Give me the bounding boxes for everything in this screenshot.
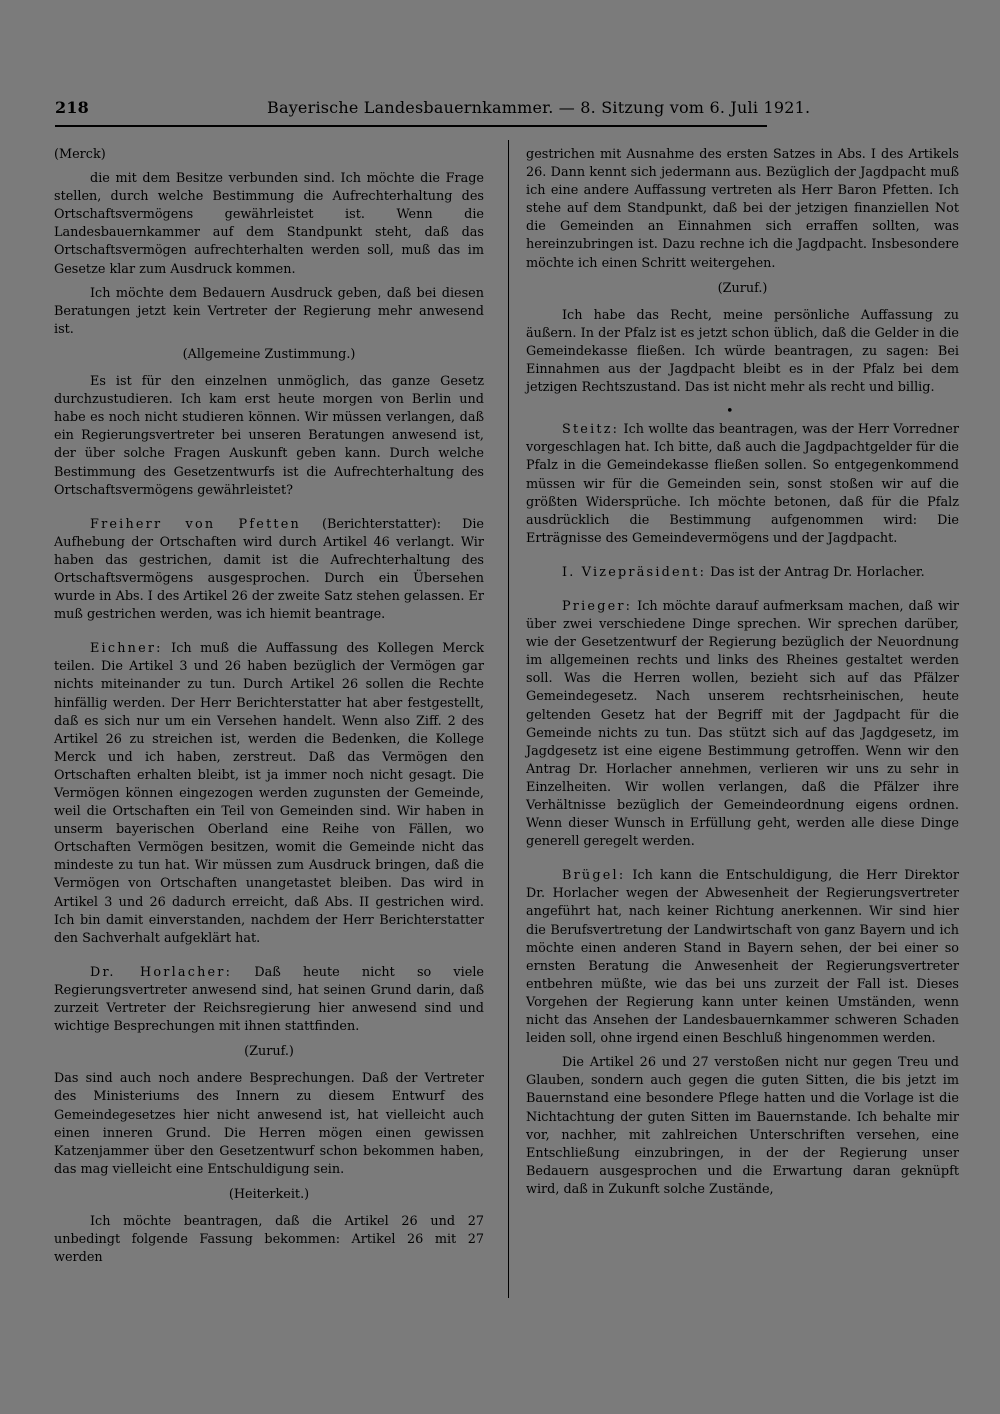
running-title: Bayerische Landesbauernkammer. — 8. Sitzung vom 6. Juli 1921. <box>267 98 811 117</box>
speech-text: Ich muß die Auffassung des Kollegen Merck teilen. Die Artikel 3 und 26 haben bezüglich der Vermögen gar nichts miteinander zu tun. Durch Artikel 26 sollen die Rechte hinfällig werden. Der Herr Berichterstatter hat aber festgestellt, daß es sich nur um ein Versehen handelt. Wenn also Ziff. 2 des Artikel 26 zu streichen ist, werden die Bedenken, die Kollege Merck und ich haben, zerstreut. Daß das Vermögen den Ortschaften erhalten bleibt, ist ja immer noch nicht gesagt. Die Vermögen können eingezogen werden zugunsten der Gemeinde, weil die Ortschaften ein Teil von Gemeinden sind. Wir haben in unserm bayerischen Oberland eine Reihe von Fällen, wo Ortschaften Vermögen besitzen, womit die Gemeinde nicht das mindeste zu tun hat. Wir müssen zum Ausdruck bringen, daß die Vermögen von Ortschaften unangetastet bleiben. Das wird in Artikel 3 und 26 dadurch erreicht, daß Abs. II gestrichen wird. Ich bin damit einverstanden, nachdem der Herr Berichterstatter den Sachverhalt aufgeklärt hat. <box>54 641 484 946</box>
stray-mark: • <box>726 404 734 420</box>
speech-text: (Berichterstatter): Die Aufhebung der Ortschaften wird durch Artikel 46 verlangt. Wir haben das gestrichen, damit ist die Aufrechterhaltung des Ortschaftsvermögens ausgesprochen. Durch ein Übersehen wurde in Abs. I des Artikel 26 der zweite Satz stehen gelassen. Er muß gestrichen werden, was ich hiemit beantrage. <box>54 516 484 623</box>
page-header <box>55 98 811 124</box>
speech-text: Das ist der Antrag Dr. Horlacher. <box>706 564 925 580</box>
page-number: 218 <box>55 98 89 117</box>
interjection: (Heiterkeit.) <box>228 1186 310 1202</box>
column-divider <box>508 140 509 1298</box>
header-rule <box>55 125 767 127</box>
speaker-name: Steitz: <box>562 422 620 438</box>
speech-paragraph <box>526 867 959 1048</box>
interjection: (Allgemeine Zustimmung.) <box>182 346 356 362</box>
paragraph: Ich möchte dem Bedauern Ausdruck geben, daß bei diesen Beratungen jetzt kein Vertreter der Regierung mehr anwesend ist. <box>54 285 484 337</box>
paragraph: Ich habe das Recht, meine persönliche Auffassung zu äußern. In der Pfalz ist es jetzt schon üblich, daß die Gelder in die Gemeindekasse fließen. Ich würde beantragen, zu sagen: Bei Einnahmen aus der Jagdpacht bleibt es in der Pfalz bei dem jetzigen Rechtszustand. Das ist nicht mehr als recht und billig. <box>526 307 959 396</box>
speaker-name: Dr. Horlacher: <box>90 964 233 980</box>
speech-text: Ich kann die Entschuldigung, die Herr Direktor Dr. Horlacher wegen der Abwesenheit der Regierungsvertreter angeführt hat, nach keiner Richtung anerkennen. Wir sind hier die Berufsvertretung der Landwirtschaft von ganz Bayern und ich möchte einen anderen Stand in Bayern sehen, der bei einer so ernsten Beratung die Anwesenheit der Regierungsvertreter entbehren müßte, wie das bei uns zurzeit der Fall ist. Dieses Vorgehen der Regierung kann unter keinen Umständen, wenn nicht das Ansehen der Landesbauernkammer schweren Schaden leiden soll, ohne irgend einen Beschluß hingenommen werden. <box>526 868 959 1047</box>
interjection: (Zuruf.) <box>244 1044 294 1060</box>
speaker-name: Brügel: <box>562 868 626 884</box>
left-column <box>54 146 484 1273</box>
speaker-name: I. Vizepräsident: <box>562 564 707 580</box>
paragraph: Es ist für den einzelnen unmöglich, das ganze Gesetz durchzustudieren. Ich kam erst heute morgen von Berlin und habe es noch nicht studieren können. Wir müssen verlangen, daß ein Regierungsvertreter bei unseren Beratungen anwesend ist, der über solche Fragen Auskunft geben kann. Durch welche Bestimmung des Gesetzentwurfs ist die Aufrechterhaltung des Ortschaftsvermögens gewährleistet? <box>54 374 484 498</box>
paragraph: Das sind auch noch andere Besprechungen. Daß der Vertreter des Ministeriums des Innern zu diesem Entwurf des Gemeindegesetzes hier nicht anwesend ist, hat vielleicht auch einen inneren Grund. Die Herren mögen einen gewissen Katzenjammer über den Gesetzentwurf schon bekommen haben, das mag vielleicht eine Entschuldigung sein. <box>54 1071 484 1177</box>
speaker-continuation-label: (Merck) <box>54 147 106 162</box>
speech-paragraph <box>526 564 959 582</box>
speaker-name: Eichner: <box>90 641 163 657</box>
right-column <box>526 146 959 1205</box>
speech-paragraph <box>54 516 484 625</box>
speech-text: Daß heute nicht so viele Regierungsvertreter anwesend sind, hat seinen Grund darin, daß zurzeit Vertreter der Reichsregierung hier anwesend sind und wichtige Besprechungen mit ihnen stattfinden. <box>54 964 484 1035</box>
speaker-name: Freiherr von Pfetten <box>90 516 301 532</box>
speaker-name: Prieger: <box>562 598 633 614</box>
paragraph: Ich möchte beantragen, daß die Artikel 26 und 27 unbedingt folgende Fassung bekommen: Artikel 26 mit 27 werden <box>54 1213 484 1266</box>
speech-paragraph <box>526 598 959 851</box>
speech-text: Ich möchte darauf aufmerksam machen, daß wir über zwei verschiedene Dinge sprechen. Wir sprechen darüber, wie der Gesetzentwurf der Regierung bezüglich der Neuordnung im allgemeinen rechts und links des Rheines gestaltet werden soll. Was die Herren wollen, bezieht sich auf das Pfälzer Gemeindegesetz. Nach unserem rechtsrheinischen, heute geltenden Gesetz hat der Begriff mit der Jagdpacht für die Gemeinde nichts zu tun. Das stützt sich auf das Jagdgesetz, im Jagdgesetz ist eine eigene Bestimmung getroffen. Wenn wir den Antrag Dr. Horlacher annehmen, verlieren wir uns zu sehr in Einzelheiten. Wir wollen verlangen, daß die Pfälzer ihre Verhältnisse bezüglich der Gemeindeordnung eigens ordnen. Wenn dieser Wunsch in Erfüllung geht, werden alle diese Dinge generell geregelt werden. <box>526 598 959 850</box>
interjection: (Zuruf.) <box>717 280 768 296</box>
speech-paragraph <box>526 421 959 548</box>
paragraph: Die Artikel 26 und 27 verstoßen nicht nur gegen Treu und Glauben, sondern auch gegen die guten Sitten, die bis jetzt im Bauernstand eine besondere Pflege hatten und die Vorlage ist die Nichtachtung der guten Sitten im Bauernstande. Ich behalte mir vor, nachher, mit zahlreichen Unterschriften versehen, eine Entschließung einzubringen, in der der Regierung unser Bedauern ausgesprochen und die Erwartung daran geknüpft wird, daß in Zukunft solche Zustände, <box>526 1055 959 1197</box>
paragraph: die mit dem Besitze verbunden sind. Ich möchte die Frage stellen, durch welche Bestimmung die Aufrechterhaltung des Ortschaftsvermögens gewährleistet ist. Wenn die Landesbauernkammer auf dem Standpunkt steht, daß das Ortschaftsvermögen aufrechterhalten werden soll, muß das im Gesetze klar zum Ausdruck kommen. <box>54 171 484 277</box>
speech-text: Ich wollte das beantragen, was der Herr Vorredner vorgeschlagen hat. Ich bitte, daß auch die Jagdpachtgelder für die Pfalz in die Gemeindekasse fließen sollen. So entgegenkommend müssen wir für die Gemeinden sein, sonst stoßen wir auf die größten Widersprüche. Ich möchte betonen, daß für die Pfalz ausdrücklich die Bestimmung aufgenommen wird: Die Erträgnisse des Gemeindevermögens und der Jagdpacht. <box>526 422 959 546</box>
speech-paragraph <box>54 640 484 948</box>
paragraph: gestrichen mit Ausnahme des ersten Satzes in Abs. I des Artikels 26. Dann kennt sich jedermann aus. Bezüglich der Jagdpacht muß ich eine andere Auffassung vertreten als Herr Baron Pfetten. Ich stehe auf dem Standpunkt, daß bei der jetzigen finanziellen Not die Gemeinden an Einnahmen sich erraffen sollten, was hereinzubringen ist. Dazu rechne ich die Jagdpacht. Insbesondere möchte ich einen Schritt weitergehen. <box>526 147 959 271</box>
speech-paragraph <box>54 964 484 1036</box>
